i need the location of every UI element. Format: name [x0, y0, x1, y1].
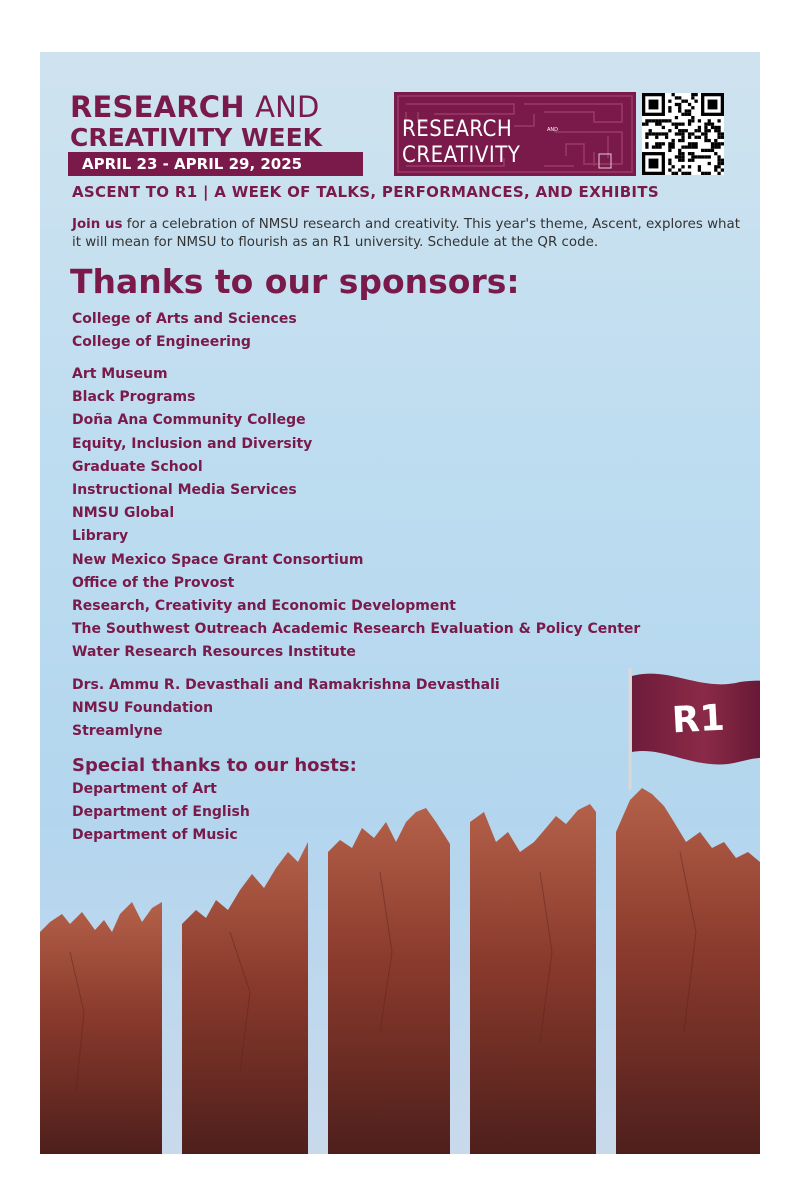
sponsor-item: Black Programs — [72, 389, 196, 406]
hosts-heading: Special thanks to our hosts: — [72, 755, 357, 776]
mountain-illustration — [40, 52, 760, 1154]
mountain-panel-4 — [470, 804, 596, 1154]
mountain-panel-1 — [40, 902, 162, 1154]
logo-word-and: AND — [547, 127, 559, 133]
flag-label: R1 — [670, 697, 726, 742]
sponsor-item: The Southwest Outreach Academic Research Evaluation & Policy Center — [72, 621, 641, 638]
sponsors-heading: Thanks to our sponsors: — [70, 262, 520, 301]
host-item: Department of English — [72, 804, 250, 821]
intro-text: for a celebration of NMSU research and creativity. This year's theme, Ascent, explores what it will mean for NMSU to flourish as an R1 university. Schedule at the QR code. — [72, 217, 740, 250]
host-item: Department of Music — [72, 827, 238, 844]
sponsor-item: Doña Ana Community College — [72, 412, 306, 429]
mountain-panel-5 — [616, 788, 760, 1154]
sponsor-item: Office of the Provost — [72, 574, 235, 591]
sponsor-item: Instructional Media Services — [72, 482, 297, 499]
sponsor-item: Graduate School — [72, 458, 203, 475]
title-bold: RESEARCH — [70, 90, 245, 124]
sponsor-item: Equity, Inclusion and Diversity — [72, 435, 313, 452]
logo-word-creativity: CREATIVITY — [402, 143, 521, 168]
event-title-line2: CREATIVITY WEEK — [70, 123, 323, 152]
sponsor-item: Library — [72, 528, 129, 545]
sponsor-item: NMSU Global — [72, 505, 175, 522]
sponsor-item: Water Research Resources Institute — [72, 644, 356, 661]
mountain-panel-3 — [328, 808, 450, 1154]
sponsor-item: College of Arts and Sciences — [72, 311, 297, 327]
sponsor-item: Research, Creativity and Economic Development — [72, 598, 456, 615]
poster — [40, 52, 760, 1154]
sponsor-item: Streamlyne — [72, 723, 163, 740]
title-and: AND — [255, 90, 320, 124]
host-item: Department of Art — [72, 781, 217, 797]
logo-word-research: RESEARCH — [402, 117, 513, 142]
sponsor-item: NMSU Foundation — [72, 700, 214, 717]
sponsor-item: College of Engineering — [72, 334, 251, 351]
mountain-panel-2 — [182, 842, 308, 1154]
intro-lead: Join us — [72, 217, 123, 232]
event-dates: APRIL 23 - APRIL 29, 2025 — [68, 152, 363, 176]
event-subtitle: ASCENT TO R1 | A WEEK OF TALKS, PERFORMANCES, AND EXHIBITS — [72, 183, 659, 201]
sponsor-item: New Mexico Space Grant Consortium — [72, 551, 364, 568]
sponsor-item: Drs. Ammu R. Devasthali and Ramakrishna Devasthali — [72, 677, 500, 693]
sponsor-item: Art Museum — [72, 366, 168, 382]
